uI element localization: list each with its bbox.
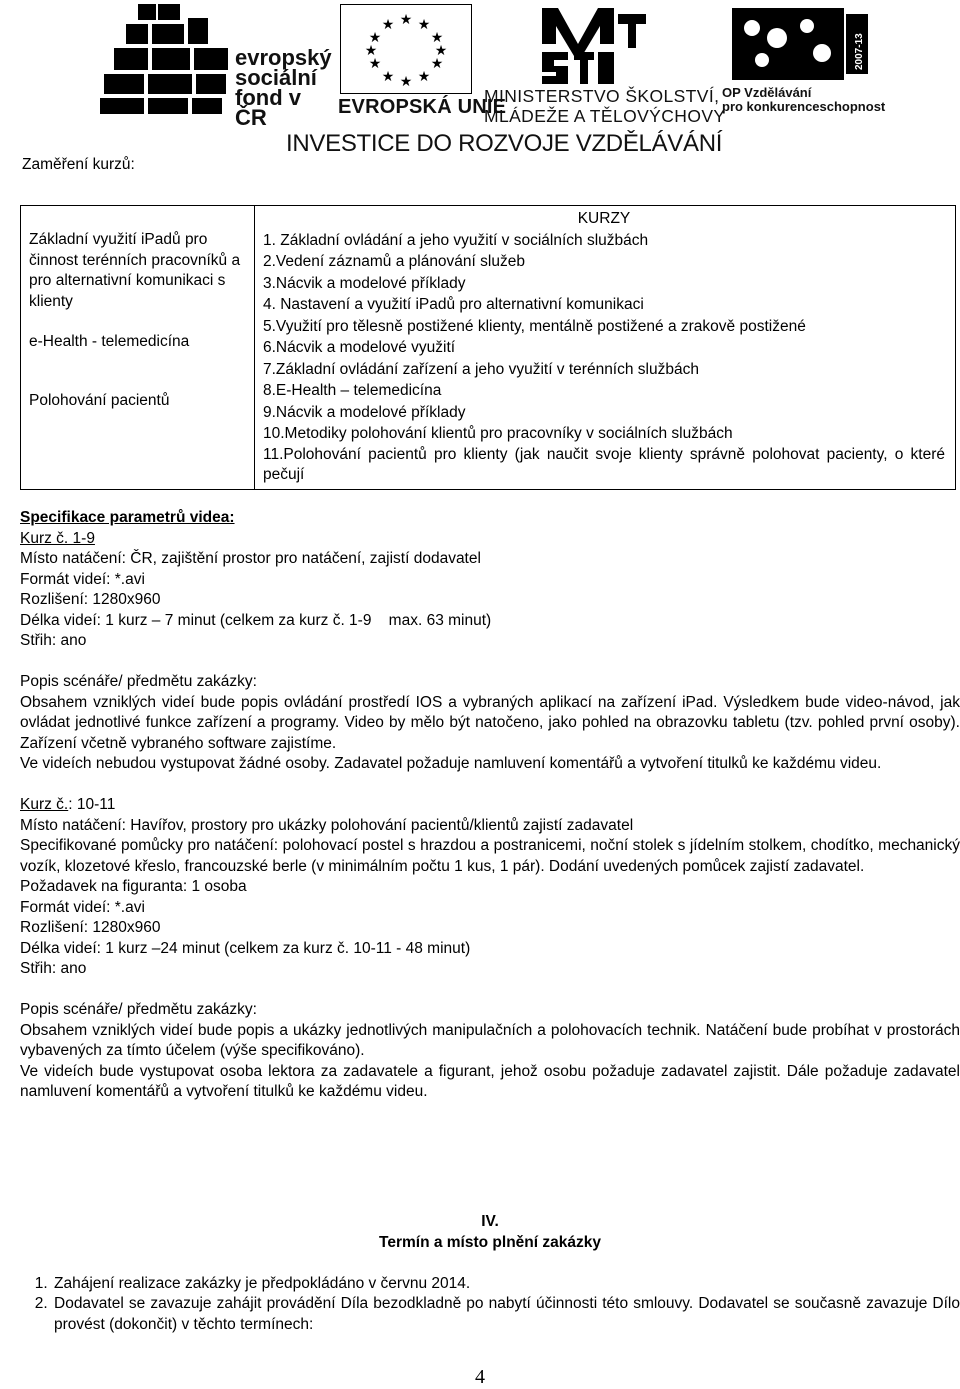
course-item: 5.Využití pro tělesně postižené klienty, mentálně postižené a zrakově postižené	[263, 317, 806, 335]
course-item: 6.Nácvik a modelové využití	[263, 339, 456, 356]
spec-heading: Specifikace parametrů videa:	[20, 509, 235, 526]
course-item: 2.Vedení záznamů a plánování služeb	[263, 253, 525, 270]
msmt-label-line2: MLÁDEŽE A TĚLOVÝCHOVY	[484, 106, 726, 126]
kurz2-line: Střih: ano	[20, 960, 87, 977]
section-iv-title: Termín a místo plnění zakázky	[379, 1233, 601, 1251]
topics-cell	[21, 206, 255, 490]
kurz2-line: Délka videí: 1 kurz –24 minut (celkem za kurz č. 10-11 - 48 minut)	[20, 939, 471, 957]
svg-text:★: ★	[364, 43, 378, 59]
op-label	[722, 86, 885, 114]
course-item: 3.Nácvik a modelové příklady	[263, 274, 466, 292]
svg-text:★: ★	[399, 12, 413, 28]
topic-polohovani: Polohování pacientů	[29, 391, 170, 409]
course-item: 11.Polohování pacientů pro klienty (jak naučit svoje klienty správně polohovat pacienty, o které pečují	[263, 445, 945, 483]
op-vzdelavani-logo-icon	[722, 8, 872, 88]
topic-ehealth: e-Health - telemedicína	[29, 333, 190, 350]
op-label-line1: OP Vzdělávání	[722, 85, 812, 100]
courses-title: KURZY	[577, 210, 631, 227]
svg-text:★: ★	[417, 17, 431, 33]
popis1-heading: Popis scénáře/ předmětu zakázky:	[20, 673, 257, 690]
svg-text:★: ★	[430, 56, 444, 72]
kurz1-line: Střih: ano	[20, 632, 87, 649]
msmt-label	[484, 86, 726, 126]
kurz1-line: Formát videí: *.avi	[20, 570, 145, 588]
kurz2-line: Požadavek na figuranta: 1 osoba	[20, 878, 247, 895]
kurz2-line: Specifikované pomůcky pro natáčení: polohovací postel s hrazdou a postranicemi, noční stolek s jídelním stolkem, chodítko, mechanický vozík, klozetové křeslo, francouzské berle (v minimálním počtu 1 kus, 1 pár). Dodání uvedených pomůcek zajistí zadavatel.	[20, 837, 960, 875]
svg-text:★: ★	[434, 43, 448, 59]
zamereni-heading: Zaměření kurzů:	[22, 156, 135, 173]
section-iv-number: IV.	[481, 1213, 499, 1230]
kurz2-line: Rozlišení: 1280x960	[20, 919, 161, 936]
popis2-heading: Popis scénáře/ předmětu zakázky:	[20, 1001, 257, 1018]
course-item: 8.E-Health – telemedicína	[263, 382, 442, 399]
course-item: 7.Základní ovládání zařízení a jeho využití v terénních službách	[263, 360, 699, 378]
op-years-text: 2007-13	[854, 33, 865, 70]
section-iv-list	[20, 1274, 960, 1336]
svg-text:★: ★	[417, 69, 431, 85]
logo-bar	[0, 0, 960, 165]
list-item: 1. Zahájení realizace zakázky je předpokládáno v červnu 2014.	[52, 1274, 960, 1295]
kurz2-label	[20, 795, 960, 816]
svg-text:★: ★	[381, 69, 395, 85]
kurz2-line: Místo natáčení: Havířov, prostory pro ukázky polohování pacientů/klientů zajistí zadavatel	[20, 816, 634, 834]
courses-cell	[255, 206, 956, 490]
popis1-paragraph: Ve videích nebudou vystupovat žádné osoby. Zadavatel požaduje namluvení komentářů a vytvoření titulků ke každému videu.	[20, 755, 882, 772]
spec-section	[20, 508, 960, 1103]
course-item: 10.Metodiky polohování klientů pro pracovníky v sociálních službách	[263, 425, 733, 442]
eu-flag-icon	[340, 4, 472, 94]
popis1-paragraph: Obsahem vzniklých videí bude popis ovládání prostředí IOS a vybraných aplikací na zařízení iPad. Výsledkem bude video-návod, jak ovládat jednotlivé funkce zařízení a programy. Video by mělo být natočeno, jako pohled na obrazovku tabletu (tzv. pohled první osoby). Zařízení včetně vybraného software zajistíme.	[20, 693, 960, 752]
svg-text:★: ★	[368, 30, 382, 46]
kurz1-line: Místo natáčení: ČR, zajištění prostor pro natáčení, zajistí dodavatel	[20, 550, 481, 567]
topic-ipad: Základní využití iPadů pro činnost terénních pracovníků a pro alternativní komunikaci s klienty	[29, 231, 241, 310]
kurz1-line: Rozlišení: 1280x960	[20, 591, 161, 608]
course-item: 1. Základní ovládání a jeho využití v sociálních službách	[263, 231, 649, 249]
investice-banner: INVESTICE DO ROZVOJE VZDĚLÁVÁNÍ	[286, 130, 723, 157]
list-item: 2. Dodavatel se zavazuje zahájit provádění Díla bezodkladně po nabytí účinnosti této smlouvy. Dodavatel se současně zavazuje Dílo provést (dokončit) v těchto termínech:	[52, 1294, 960, 1335]
svg-text:★: ★	[381, 17, 395, 33]
esf-logo-icon	[96, 4, 231, 116]
kurz2-line: Formát videí: *.avi	[20, 898, 145, 916]
svg-text:★: ★	[368, 56, 382, 72]
courses-table	[20, 205, 956, 490]
course-item: 9.Nácvik a modelové příklady	[263, 403, 466, 421]
section-iv	[20, 1212, 960, 1335]
popis2-paragraph: Ve videích bude vystupovat osoba lektora za zadavatele a figurant, jehož osobu požaduje zadavatel zajistit. Dále požaduje zadavatel namluvení komentářů a vytvoření titulků ke každému videu.	[20, 1062, 960, 1100]
kurz1-line: Délka videí: 1 kurz – 7 minut (celkem za kurz č. 1-9 max. 63 minut)	[20, 611, 492, 629]
svg-text:★: ★	[430, 30, 444, 46]
svg-text:★: ★	[399, 74, 413, 90]
kurz2-label-underlined: Kurz č.	[20, 796, 69, 813]
kurz1-label: Kurz č. 1-9	[20, 529, 95, 547]
msmt-logo-icon	[538, 4, 650, 86]
eu-label: EVROPSKÁ UNIE	[338, 96, 507, 118]
kurz2-label-rest: : 10-11	[68, 796, 116, 813]
popis2-paragraph: Obsahem vzniklých videí bude popis a ukázky jednotlivých manipulačních a polohovacích technik. Natáčení bude probíhat v prostorách vybavených za tímto účelem (výše specifikováno).	[20, 1021, 960, 1059]
page-number: 4	[475, 1366, 485, 1388]
esf-logo-text: evropský sociální fond v ČR	[235, 45, 332, 130]
op-label-line2: pro konkurenceschopnost	[722, 99, 886, 114]
msmt-label-line1: MINISTERSTVO ŠKOLSTVÍ,	[484, 86, 720, 106]
course-item: 4. Nastavení a využití iPadů pro alternativní komunikaci	[263, 296, 644, 313]
